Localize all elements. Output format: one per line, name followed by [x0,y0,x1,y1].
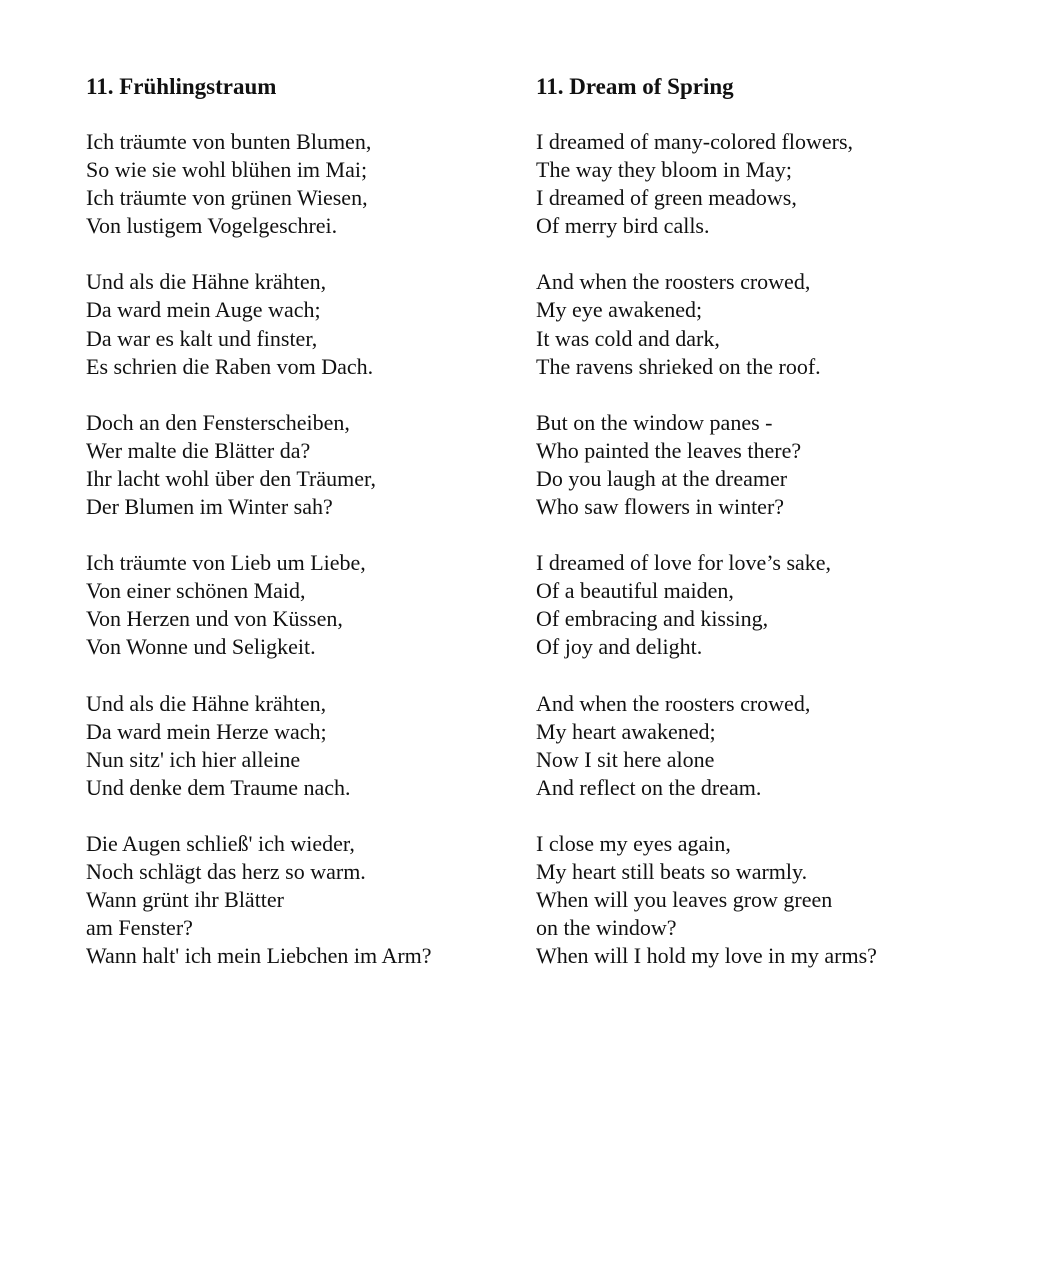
english-title: 11. Dream of Spring [536,74,734,99]
english-verse-line: Of joy and delight. [536,634,703,660]
english-stanza [536,549,966,661]
english-verse-line: I dreamed of green meadows, [536,185,797,211]
german-verse-line: Doch an den Fensterscheiben, [86,409,350,435]
german-verse-line: Und als die Hähne krähten, [86,690,327,716]
english-stanza [536,409,966,521]
german-verse-line: Nun sitz' ich hier alleine [86,746,301,772]
english-verse-line: My heart awakened; [536,718,716,744]
english-verse-line: Of merry bird calls. [536,213,710,239]
english-stanza [536,128,966,240]
german-verse-line: Da ward mein Herze wach; [86,718,327,744]
german-verse-line: Die Augen schließ' ich wieder, [86,830,355,856]
english-stanza [536,690,966,802]
german-verse-line: Und denke dem Traume nach. [86,774,351,800]
english-stanza [536,268,966,380]
german-verse-line: Von Herzen und von Küssen, [86,606,343,632]
english-verse-line: I dreamed of many-colored flowers, [536,129,854,154]
english-column [536,72,966,998]
german-stanza [86,690,516,802]
english-verse-line: When will you leaves grow green [536,887,833,913]
english-verse-line: When will I hold my love in my arms? [536,943,877,969]
english-verse-line: Do you laugh at the dreamer [536,465,788,491]
german-stanza [86,549,516,661]
english-verse-line: And when the roosters crowed, [536,690,811,716]
english-verse-line: But on the window panes - [536,409,773,435]
english-verse-line: Of embracing and kissing, [536,606,769,632]
german-verse-line: Von Wonne und Seligkeit. [86,634,316,660]
english-stanza [536,830,966,970]
english-verse-line: I close my eyes again, [536,830,731,856]
german-verse-line: Von lustigem Vogelgeschrei. [86,213,338,239]
german-verse-line: Da war es kalt und finster, [86,325,318,351]
german-stanza [86,830,516,970]
german-verse-line: Da ward mein Auge wach; [86,297,321,323]
german-column [86,72,516,998]
english-verse-line: My heart still beats so warmly. [536,858,808,884]
english-verse-line: on the window? [536,915,677,941]
german-stanza [86,409,516,521]
english-verse-line: My eye awakened; [536,297,703,323]
german-verse-line: Wer malte die Blätter da? [86,437,311,463]
english-verse-line: The ravens shrieked on the roof. [536,353,821,379]
german-verse-line: So wie sie wohl blühen im Mai; [86,157,368,183]
german-verse-line: Wann halt' ich mein Liebchen im Arm? [86,943,432,969]
german-stanza [86,268,516,380]
english-verse-line: Now I sit here alone [536,746,715,772]
english-verse-line: Of a beautiful maiden, [536,578,734,604]
german-verse-line: am Fenster? [86,915,193,941]
english-verse-line: And when the roosters crowed, [536,269,811,295]
english-verse-line: Who saw flowers in winter? [536,494,785,520]
german-title: 11. Frühlingstraum [86,74,277,99]
english-verse-line: The way they bloom in May; [536,157,793,183]
german-verse-line: Ihr lacht wohl über den Träumer, [86,465,376,491]
german-verse-line: Und als die Hähne krähten, [86,269,327,295]
english-verse-line: It was cold and dark, [536,325,720,351]
german-stanzas [86,128,516,970]
english-verse-line: And reflect on the dream. [536,774,762,800]
german-verse-line: Von einer schönen Maid, [86,578,306,604]
german-verse-line: Ich träumte von Lieb um Liebe, [86,550,366,576]
english-verse-line: Who painted the leaves there? [536,437,802,463]
german-stanza [86,128,516,240]
german-verse-line: Der Blumen im Winter sah? [86,494,333,520]
german-verse-line: Noch schlägt das herz so warm. [86,858,366,884]
english-stanzas [536,128,966,970]
german-verse-line: Ich träumte von bunten Blumen, [86,129,372,154]
german-verse-line: Es schrien die Raben vom Dach. [86,353,374,379]
german-verse-line: Ich träumte von grünen Wiesen, [86,185,368,211]
english-verse-line: I dreamed of love for love’s sake, [536,550,832,576]
german-verse-line: Wann grünt ihr Blätter [86,887,285,913]
